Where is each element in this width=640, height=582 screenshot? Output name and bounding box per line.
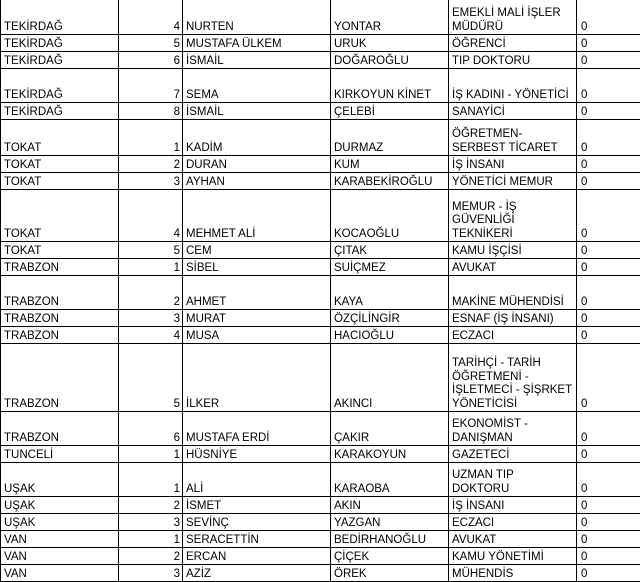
table-row xyxy=(1,463,640,497)
rank-cell[interactable]: 3 xyxy=(119,173,183,190)
table-row xyxy=(1,531,640,548)
result-cell[interactable]: 0 xyxy=(577,156,640,173)
province-cell[interactable]: TRABZON xyxy=(1,327,119,344)
rank-cell[interactable]: 4 xyxy=(119,190,183,242)
rank-cell[interactable]: 7 xyxy=(119,69,183,103)
first-name-cell[interactable]: İSMAİL xyxy=(183,52,331,69)
result-cell[interactable]: 0 xyxy=(577,446,640,463)
occupation-cell[interactable]: İŞ KADINI - YÖNETİCİ xyxy=(449,69,577,103)
rank-cell[interactable]: 3 xyxy=(119,514,183,531)
first-name-cell[interactable]: SEVİNÇ xyxy=(183,514,331,531)
last-name-cell[interactable]: YAZGAN xyxy=(331,514,449,531)
province-cell[interactable]: TRABZON xyxy=(1,310,119,327)
last-name-cell[interactable]: BEDİRHANOĞLU xyxy=(331,531,449,548)
first-name-cell[interactable]: DURAN xyxy=(183,156,331,173)
rank-cell[interactable]: 1 xyxy=(119,259,183,276)
result-cell[interactable]: 0 xyxy=(577,103,640,120)
rank-cell[interactable]: 6 xyxy=(119,52,183,69)
province-cell[interactable]: UŞAK xyxy=(1,514,119,531)
first-name-cell[interactable]: ALİ xyxy=(183,463,331,497)
table-row xyxy=(1,344,640,412)
rank-cell[interactable]: 3 xyxy=(119,310,183,327)
occupation-cell[interactable]: MAKİNE MÜHENDİSİ xyxy=(449,276,577,310)
occupation-cell[interactable]: UZMAN TIP DOKTORU xyxy=(449,463,577,497)
result-cell[interactable]: 0 xyxy=(577,327,640,344)
result-cell[interactable]: 0 xyxy=(577,259,640,276)
table-row xyxy=(1,0,640,35)
first-name-cell[interactable]: AYHAN xyxy=(183,173,331,190)
result-cell[interactable]: 0 xyxy=(577,344,640,412)
first-name-cell[interactable]: İSMAİL xyxy=(183,103,331,120)
last-name-cell[interactable]: KARAKOYUN xyxy=(331,446,449,463)
last-name-cell[interactable]: ÇAKIR xyxy=(331,412,449,446)
rank-cell[interactable]: 1 xyxy=(119,446,183,463)
rank-cell[interactable]: 2 xyxy=(119,548,183,565)
result-cell[interactable]: 0 xyxy=(577,531,640,548)
province-cell[interactable]: VAN xyxy=(1,565,119,582)
province-cell[interactable]: TEKİRDAĞ xyxy=(1,35,119,52)
occupation-cell[interactable]: ECZACI xyxy=(449,514,577,531)
occupation-cell[interactable]: MÜHENDİS xyxy=(449,565,577,582)
table-row xyxy=(1,173,640,190)
first-name-cell[interactable]: AHMET xyxy=(183,276,331,310)
table-row xyxy=(1,190,640,242)
rank-cell[interactable]: 2 xyxy=(119,276,183,310)
result-cell[interactable]: 0 xyxy=(577,412,640,446)
result-cell[interactable]: 0 xyxy=(577,276,640,310)
occupation-cell[interactable]: ECZACI xyxy=(449,327,577,344)
province-cell[interactable]: TOKAT xyxy=(1,156,119,173)
first-name-cell[interactable]: MURAT xyxy=(183,310,331,327)
province-cell[interactable]: UŞAK xyxy=(1,497,119,514)
table-row xyxy=(1,52,640,69)
result-cell[interactable]: 0 xyxy=(577,35,640,52)
first-name-cell[interactable]: MUSTAFA ERDİ xyxy=(183,412,331,446)
result-cell[interactable]: 0 xyxy=(577,565,640,582)
province-cell[interactable]: TEKİRDAĞ xyxy=(1,52,119,69)
result-cell[interactable]: 0 xyxy=(577,190,640,242)
province-cell[interactable]: TRABZON xyxy=(1,344,119,412)
result-cell[interactable]: 0 xyxy=(577,497,640,514)
occupation-cell[interactable]: TIP DOKTORU xyxy=(449,52,577,69)
province-cell[interactable]: UŞAK xyxy=(1,463,119,497)
result-cell[interactable]: 0 xyxy=(577,310,640,327)
occupation-cell[interactable]: MEMUR - İŞ GÜVENLİĞİ TEKNİKERİ xyxy=(449,190,577,242)
rank-cell[interactable]: 1 xyxy=(119,531,183,548)
table-row xyxy=(1,242,640,259)
rank-cell[interactable]: 5 xyxy=(119,344,183,412)
occupation-cell[interactable]: ÖĞRETMEN- SERBEST TİCARET xyxy=(449,120,577,156)
last-name-cell[interactable]: AKIN xyxy=(331,497,449,514)
first-name-cell[interactable]: İSMET xyxy=(183,497,331,514)
occupation-cell[interactable]: KAMU İŞÇİSİ xyxy=(449,242,577,259)
last-name-cell[interactable]: ÇITAK xyxy=(331,242,449,259)
first-name-cell[interactable]: NURTEN xyxy=(183,0,331,35)
province-cell[interactable]: TOKAT xyxy=(1,120,119,156)
rank-cell[interactable]: 1 xyxy=(119,463,183,497)
first-name-cell[interactable]: ERCAN xyxy=(183,548,331,565)
table-row xyxy=(1,565,640,582)
occupation-cell[interactable]: YÖNETİCİ MEMUR xyxy=(449,173,577,190)
result-cell[interactable]: 0 xyxy=(577,463,640,497)
first-name-cell[interactable]: SERACETTİN xyxy=(183,531,331,548)
table-row xyxy=(1,35,640,52)
province-cell[interactable]: VAN xyxy=(1,531,119,548)
last-name-cell[interactable]: DURMAZ xyxy=(331,120,449,156)
rank-cell[interactable]: 5 xyxy=(119,35,183,52)
province-cell[interactable]: TEKİRDAĞ xyxy=(1,69,119,103)
occupation-cell[interactable]: ESNAF (İŞ İNSANI) xyxy=(449,310,577,327)
occupation-cell[interactable]: İŞ İNSANI xyxy=(449,156,577,173)
last-name-cell[interactable]: KAYA xyxy=(331,276,449,310)
last-name-cell[interactable]: SUİÇMEZ xyxy=(331,259,449,276)
last-name-cell[interactable]: KARABEKİROĞLU xyxy=(331,173,449,190)
table-row xyxy=(1,310,640,327)
result-cell[interactable]: 0 xyxy=(577,69,640,103)
first-name-cell[interactable]: SİBEL xyxy=(183,259,331,276)
first-name-cell[interactable]: MEHMET ALİ xyxy=(183,190,331,242)
occupation-cell[interactable]: EKONOMİST - DANIŞMAN xyxy=(449,412,577,446)
table-row xyxy=(1,69,640,103)
last-name-cell[interactable]: KUM xyxy=(331,156,449,173)
table-row xyxy=(1,548,640,565)
rank-cell[interactable]: 2 xyxy=(119,497,183,514)
table-row xyxy=(1,514,640,531)
province-cell[interactable]: TEKİRDAĞ xyxy=(1,0,119,35)
rank-cell[interactable]: 4 xyxy=(119,0,183,35)
last-name-cell[interactable]: AKINCI xyxy=(331,344,449,412)
table-row xyxy=(1,156,640,173)
last-name-cell[interactable]: ÇELEBİ xyxy=(331,103,449,120)
table-row xyxy=(1,120,640,156)
table-row xyxy=(1,412,640,446)
province-cell[interactable]: TRABZON xyxy=(1,259,119,276)
first-name-cell[interactable]: HÜSNİYE xyxy=(183,446,331,463)
result-cell[interactable]: 0 xyxy=(577,173,640,190)
result-cell[interactable]: 0 xyxy=(577,514,640,531)
last-name-cell[interactable]: KIRKOYUN KİNET xyxy=(331,69,449,103)
province-cell[interactable]: VAN xyxy=(1,548,119,565)
result-cell[interactable]: 0 xyxy=(577,120,640,156)
result-cell[interactable]: 0 xyxy=(577,52,640,69)
result-cell[interactable]: 0 xyxy=(577,0,640,35)
table-row xyxy=(1,259,640,276)
province-cell[interactable]: TOKAT xyxy=(1,190,119,242)
rank-cell[interactable]: 8 xyxy=(119,103,183,120)
occupation-cell[interactable]: AVUKAT xyxy=(449,259,577,276)
last-name-cell[interactable]: YONTAR xyxy=(331,0,449,35)
province-cell[interactable]: TEKİRDAĞ xyxy=(1,103,119,120)
rank-cell[interactable]: 6 xyxy=(119,412,183,446)
rank-cell[interactable]: 3 xyxy=(119,565,183,582)
rank-cell[interactable]: 1 xyxy=(119,120,183,156)
first-name-cell[interactable]: SEMA xyxy=(183,69,331,103)
occupation-cell[interactable]: ÖĞRENCİ xyxy=(449,35,577,52)
table-row xyxy=(1,497,640,514)
occupation-cell[interactable]: SANAYİCİ xyxy=(449,103,577,120)
last-name-cell[interactable]: ÇİÇEK xyxy=(331,548,449,565)
first-name-cell[interactable]: KADİM xyxy=(183,120,331,156)
first-name-cell[interactable]: MUSA xyxy=(183,327,331,344)
table-row xyxy=(1,103,640,120)
last-name-cell[interactable]: ÖZÇİLİNGİR xyxy=(331,310,449,327)
table-row xyxy=(1,327,640,344)
province-cell[interactable]: TRABZON xyxy=(1,276,119,310)
last-name-cell[interactable]: KARAOBA xyxy=(331,463,449,497)
first-name-cell[interactable]: MUSTAFA ÜLKEM xyxy=(183,35,331,52)
occupation-cell[interactable]: KAMU YÖNETİMİ xyxy=(449,548,577,565)
province-cell[interactable]: TOKAT xyxy=(1,242,119,259)
occupation-cell[interactable]: GAZETECİ xyxy=(449,446,577,463)
table-row xyxy=(1,276,640,310)
table-row xyxy=(1,446,640,463)
rank-cell[interactable]: 5 xyxy=(119,242,183,259)
result-cell[interactable]: 0 xyxy=(577,242,640,259)
last-name-cell[interactable]: URUK xyxy=(331,35,449,52)
rank-cell[interactable]: 4 xyxy=(119,327,183,344)
last-name-cell[interactable]: KOCAOĞLU xyxy=(331,190,449,242)
last-name-cell[interactable]: ÖREK xyxy=(331,565,449,582)
province-cell[interactable]: TUNCELİ xyxy=(1,446,119,463)
first-name-cell[interactable]: AZİZ xyxy=(183,565,331,582)
province-cell[interactable]: TOKAT xyxy=(1,173,119,190)
first-name-cell[interactable]: İLKER xyxy=(183,344,331,412)
occupation-cell[interactable]: AVUKAT xyxy=(449,531,577,548)
province-cell[interactable]: TRABZON xyxy=(1,412,119,446)
occupation-cell[interactable]: EMEKLİ MALİ İŞLER MÜDÜRÜ xyxy=(449,0,577,35)
first-name-cell[interactable]: CEM xyxy=(183,242,331,259)
occupation-cell[interactable]: İŞ İNSANI xyxy=(449,497,577,514)
result-cell[interactable]: 0 xyxy=(577,548,640,565)
rank-cell[interactable]: 2 xyxy=(119,156,183,173)
last-name-cell[interactable]: HACIOĞLU xyxy=(331,327,449,344)
occupation-cell[interactable]: TARİHÇİ - TARİH ÖĞRETMENİ - İŞLETMECİ - ŞİŞRKET YÖNETİCİSİ xyxy=(449,344,577,412)
last-name-cell[interactable]: DOĞAROĞLU xyxy=(331,52,449,69)
